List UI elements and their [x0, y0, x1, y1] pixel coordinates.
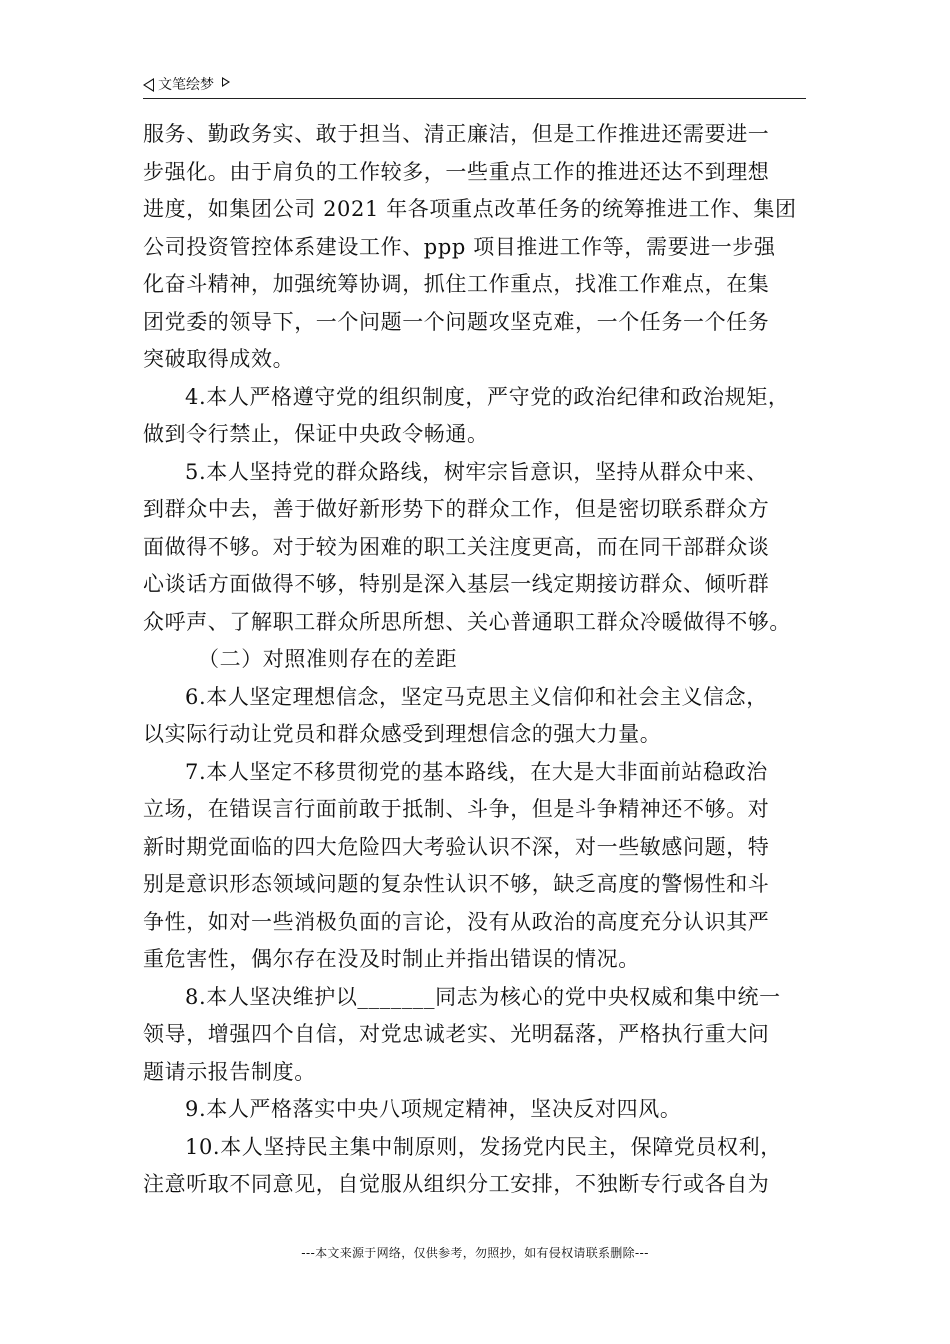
paragraph-start-7: 7.本人坚定不移贯彻党的基本路线，在大是大非面前站稳政治 [185, 759, 768, 784]
text-line: 新时期党面临的四大危险四大考验认识不深，对一些敏感问题，特 [143, 834, 770, 859]
text-line: 公司投资管控体系建设工作、ppp 项目推进工作等，需要进一步强 [143, 234, 776, 259]
text-line: 立场，在错误言行面前敢于抵制、斗争，但是斗争精神还不够。对 [143, 797, 770, 821]
document-body [143, 116, 806, 1204]
header-brand [143, 72, 230, 98]
text-line: 注意听取不同意见，自觉服从组织分工安排，不独断专行或各自为 [143, 1172, 770, 1196]
paragraph-start-9: 9.本人严格落实中央八项规定精神，坚决反对四风。 [185, 1097, 682, 1121]
text-line: 争性，如对一些消极负面的言论，没有从政治的高度充分认识其严 [143, 909, 770, 934]
page-footer: ---本文来源于网络，仅供参考，勿照抄，如有侵权请联系删除--- [301, 1246, 649, 1260]
text-line: 服务、勤政务实、敢于担当、清正廉洁，但是工作推进还需要进一 [143, 122, 770, 146]
paragraph-start-8: 8.本人坚决维护以_______同志为核心的党中央权威和集中统一 [185, 984, 781, 1009]
paragraph-start-4: 4.本人严格遵守党的组织制度，严守党的政治纪律和政治规矩， [185, 384, 790, 409]
paragraph-start-10: 10.本人坚持民主集中制原则，发扬党内民主，保障党员权利， [185, 1134, 782, 1159]
text-line: 到群众中去，善于做好新形势下的群众工作，但是密切联系群众方 [143, 497, 770, 521]
page-header [143, 72, 806, 99]
text-line: 心谈话方面做得不够，特别是深入基层一线定期接访群众、倾听群 [143, 572, 770, 596]
text-line: 团党委的领导下，一个问题一个问题攻坚克难，一个任务一个任务 [143, 309, 770, 334]
text-line: 重危害性，偶尔存在没及时制止并指出错误的情况。 [143, 947, 640, 971]
paragraph-start-6: 6.本人坚定理想信念，坚定马克思主义信仰和社会主义信念， [185, 684, 768, 709]
text-line: 进度，如集团公司 2021 年各项重点改革任务的统筹推进工作、集团 [143, 197, 797, 221]
text-line: 众呼声、了解职工群众所思所想、关心普通职工群众冷暖做得不够。 [143, 609, 791, 634]
text-line: 面做得不够。对于较为困难的职工关注度更高，而在同干部群众谈 [143, 534, 770, 559]
text-line: 步强化。由于肩负的工作较多，一些重点工作的推进还达不到理想 [143, 159, 770, 184]
section-heading: （二）对照准则存在的差距 [198, 647, 458, 671]
text-line: 题请示报告制度。 [143, 1059, 316, 1084]
paragraph-start-5: 5.本人坚持党的群众路线，树牢宗旨意识，坚持从群众中来、 [185, 459, 768, 484]
text-line: 做到令行禁止，保证中央政令畅通。 [143, 422, 489, 446]
text-line: 以实际行动让党员和群众感受到理想信念的强大力量。 [143, 722, 662, 746]
text-line: 突破取得成效。 [143, 347, 295, 371]
triangle-right-icon [222, 77, 230, 87]
triangle-left-icon [143, 78, 154, 92]
text-line: 领导，增强四个自信，对党忠诚老实、光明磊落，严格执行重大问 [143, 1022, 770, 1046]
text-line: 化奋斗精神，加强统筹协调，抓住工作重点，找准工作难点，在集 [143, 272, 770, 296]
brand-text: 文笔绘梦 [158, 77, 214, 93]
text-line: 别是意识形态领域问题的复杂性认识不够，缺乏高度的警惕性和斗 [143, 872, 770, 896]
